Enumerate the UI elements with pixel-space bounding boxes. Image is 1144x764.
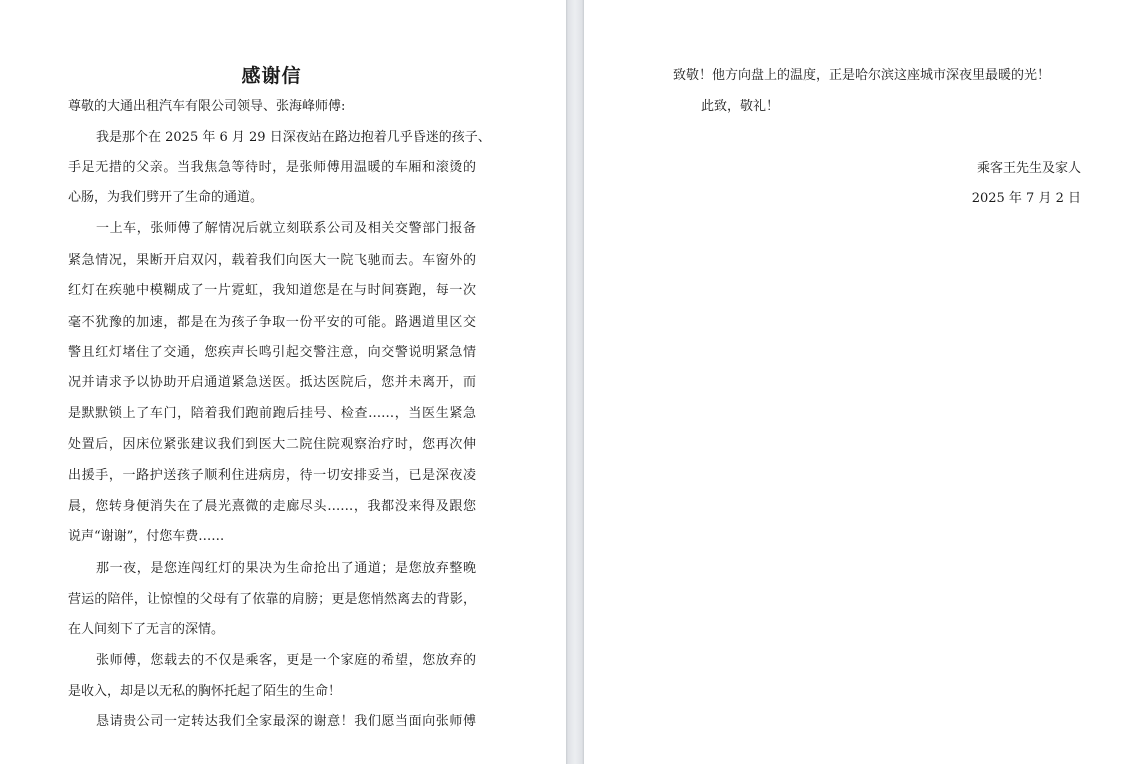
body-line: 紧急情况，果断开启双闪，载着我们向医大一院飞驰而去。车窗外的	[68, 253, 476, 268]
body-line: 营运的陪伴，让惊惶的父母有了依靠的肩膀；更是您悄然离去的背影，	[68, 592, 476, 607]
body-line: 处置后，因床位紧张建议我们到医大二院住院观察治疗时，您再次伸	[68, 437, 476, 452]
body-line: 是收入，却是以无私的胸怀托起了陌生的生命！	[68, 684, 342, 699]
body-line: 出援手，一路护送孩子顺利住进病房，待一切安排妥当，已是深夜凌	[68, 468, 476, 483]
body-line: 一上车，张师傅了解情况后就立刻联系公司及相关交警部门报备	[96, 221, 476, 236]
body-line: 况并请求予以协助开启通道紧急送医。抵达医院后，您并未离开，而	[68, 375, 476, 390]
body-line: 致敬！他方向盘上的温度，正是哈尔滨这座城市深夜里最暖的光！	[673, 68, 1051, 83]
letter-title: 感谢信	[241, 65, 302, 87]
body-line: 恳请贵公司一定转达我们全家最深的谢意！我们愿当面向张师傅	[96, 714, 476, 729]
body-line: 手足无措的父亲。当我焦急等待时，是张师傅用温暖的车厢和滚烫的	[68, 160, 476, 175]
body-line: 是默默锁上了车门，陪着我们跑前跑后挂号、检查……，当医生紧急	[68, 406, 476, 421]
body-line: 我是那个在 2025 年 6 月 29 日深夜站在路边抱着几乎昏迷的孩子、	[96, 130, 491, 145]
body-line: 那一夜，是您连闯红灯的果决为生命抢出了通道；是您放弃整晚	[96, 561, 476, 576]
page-gutter	[566, 0, 584, 764]
body-line: 警且红灯堵住了交通，您疾声长鸣引起交警注意，向交警说明紧急情	[68, 345, 476, 360]
body-line: 此致，敬礼！	[701, 99, 780, 114]
body-line: 尊敬的大通出租汽车有限公司领导、张海峰师傅:	[68, 99, 346, 114]
body-line: 说声“谢谢”，付您车费……	[68, 529, 225, 544]
signature: 乘客王先生及家人	[976, 161, 1081, 176]
body-line: 心肠，为我们劈开了生命的通道。	[68, 190, 264, 205]
body-line: 晨，您转身便消失在了晨光熹微的走廊尽头……，我都没来得及跟您	[68, 499, 476, 514]
body-line: 在人间刻下了无言的深情。	[68, 622, 225, 637]
body-line: 张师傅，您载去的不仅是乘客，更是一个家庭的希望，您放弃的	[96, 653, 476, 668]
body-line: 红灯在疾驰中模糊成了一片霓虹，我知道您是在与时间赛跑，每一次	[68, 283, 476, 298]
letter-date: 2025 年 7 月 2 日	[971, 191, 1081, 206]
document-page-left	[0, 0, 566, 764]
document-page-right	[584, 0, 1144, 764]
body-line: 毫不犹豫的加速，都是在为孩子争取一份平安的可能。路遇道里区交	[68, 315, 476, 330]
